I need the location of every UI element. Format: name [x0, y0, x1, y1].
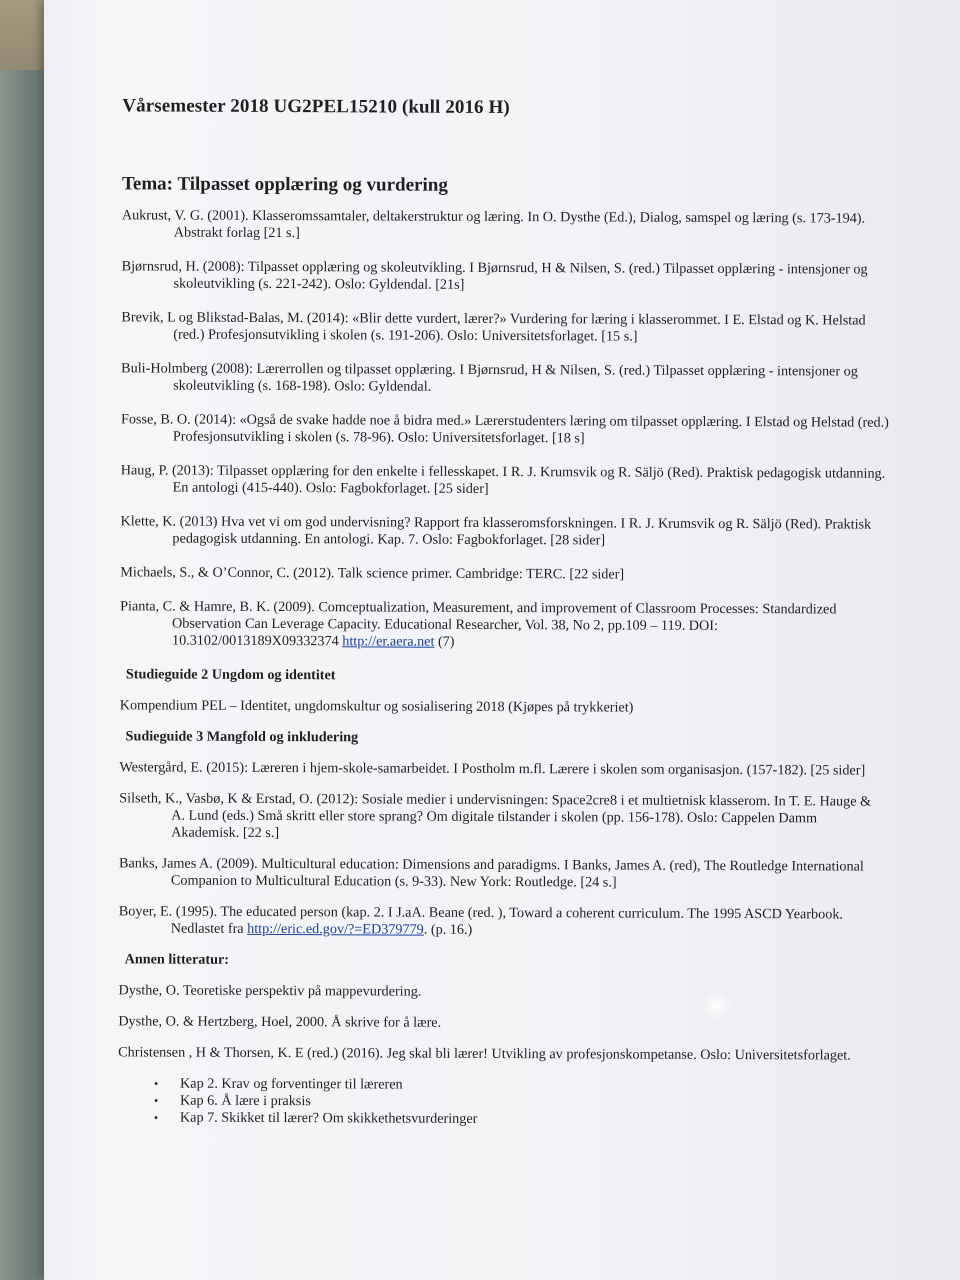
reference-boyer-text: Boyer, E. (1995). The educated person (kap. 2. I J.aA. Beane (red. ), Toward a coherent curriculum. The 1995 ASCD Yearbook. Nedlastet fra [118, 903, 844, 937]
chapter-label: Kap 2. Krav og forventinger til læreren [180, 1075, 403, 1093]
aera-link[interactable]: http://er.aera.net [342, 633, 435, 650]
reference-buli-holmberg: Buli-Holmberg (2008): Lærerrollen og tilpasset opplæring. I Bjørnsrud, H & Nilsen, S. (red.) Tilpasset opplæring - intensjoner og skoleutvikling (s. 168-198). Oslo: Gyldendal. [121, 360, 858, 395]
paper-crease-mark [702, 991, 732, 1021]
reading-list [118, 207, 890, 1129]
chapter-label: Kap 7. Skikket til lærer? Om skikkethetsvurderinger [179, 1109, 478, 1127]
reference-michaels: Michaels, S., & O’Connor, C. (2012). Talk science primer. Cambridge: TERC. [22 sider] [120, 564, 625, 583]
page-title: Vårsemester 2018 UG2PEL15210 (kull 2016 H) [122, 95, 510, 119]
reference-silseth: Silseth, K., Vasbø, K & Erstad, O. (2012): Sosiale medier i undervisningen: Space2cre8 i et multietnisk klasserom. In T. E. Hauge & A. Lund (eds.) Små skritt eller store sprang? Om digitale tilstander i skolen (pp. 156-178). Oslo: Cappelen Damm Akademisk. [22 s.] [119, 790, 872, 842]
reference-brevik: Brevik, L og Blikstad-Balas, M. (2014): «Blir dette vurdert, lærer?» Vurdering for læring i klasserommet. I E. Elstad og K. Helstad (red.) Profesjonsutvikling i skolen (s. 191-206). Oslo: Universitetsforlaget. [15 s.] [121, 309, 866, 345]
reference-boyer-suffix: . (p. 16.) [423, 921, 473, 938]
theme-heading: Tema: Tilpasset opplæring og vurdering [121, 173, 448, 196]
reference-aukrust: Aukrust, V. G. (2001). Klasseromssamtaler, deltakerstruktur og læring. In O. Dysthe (Ed.), Dialog, samspel og læring (s. 173-194). Abstrakt forlag [21 s.] [121, 207, 866, 242]
bullet-icon: • [153, 1093, 159, 1108]
reference-pianta [120, 598, 888, 652]
paper-sheet [44, 0, 960, 1280]
reference-boyer [119, 903, 887, 940]
section-heading-annen-litteratur: Annen litteratur: [124, 951, 230, 968]
section-heading-studieguide-3: Sudieguide 3 Mangfold og inkludering [125, 728, 359, 746]
chapter-label: Kap 6. Å lære i praksis [179, 1092, 311, 1110]
reference-pianta-suffix: (7) [434, 633, 455, 650]
bullet-icon: • [154, 1076, 159, 1091]
list-item [154, 1109, 886, 1129]
sheet-content [41, 0, 960, 1280]
bullet-icon: • [153, 1110, 159, 1125]
reference-westergard: Westergård, E. (2015): Læreren i hjem-skole-samarbeidet. I Postholm m.fl. Lærere i skolen som organisasjon. (157-182). [25 sider] [119, 759, 866, 779]
reference-bjornsrud: Bjørnsrud, H. (2008): Tilpasset opplæring og skoleutvikling. I Bjørnsrud, H & Nilsen, S. (red.) Tilpasset opplæring - intensjoner og skoleutvikling (s. 221-242). Oslo: Gyldendal. [21s] [121, 258, 868, 293]
reference-klette: Klette, K. (2013) Hva vet vi om god undervisning? Rapport fra klasseromsforskningen. I R. J. Krumsvik og R. Säljö (Red). Praktisk pedagogisk utdanning. En antologi. Kap. 7. Oslo: Fagbokforlaget. [28 sider] [120, 513, 872, 549]
reference-banks: Banks, James A. (2009). Multicultural education: Dimensions and paradigms. I Banks, James A. (red), The Routledge International Companion to Multicultural Education (s. 9-33). New York: Routledge. [24 s.] [118, 855, 864, 891]
reference-haug: Haug, P. (2013): Tilpasset opplæring for den enkelte i fellesskapet. I R. J. Krumsvik og R. Säljö (Red). Praktisk pedagogisk utdanning. En antologi (415-440). Oslo: Fagbokforlaget. [25 sider] [120, 462, 886, 497]
reference-christensen: Christensen , H & Thorsen, K. E (red.) (2016). Jeg skal bli lærer! Utvikling av profesjonskompetanse. Oslo: Universitetsforlaget. [118, 1044, 851, 1064]
reference-pianta-text: Pianta, C. & Hamre, B. K. (2009). Comceptualization, Measurement, and improvement of Classroom Processes: Standardized Observation Can Leverage Capacity. Educational Researcher, Vol. 38, No 2, pp.109 – 119. DOI: 10.3102/0013189X09332374 [120, 598, 837, 650]
kompendium-item: Kompendium PEL – Identitet, ungdomskultur og sosialisering 2018 (Kjøpes på trykkeriet) [119, 697, 634, 716]
chapter-list [154, 1075, 886, 1129]
section-heading-studieguide-2: Studieguide 2 Ungdom og identitet [125, 666, 336, 684]
reference-dysthe-mappevurdering: Dysthe, O. Teoretiske perspektiv på mappevurdering. [118, 982, 422, 1000]
reference-fosse: Fosse, B. O. (2014): «Også de svake hadde noe å bidra med.» Lærerstudenters læring om tilpasset opplæring. I Elstad og Helstad (red.) Profesjonsutvikling i skolen (s. 78-96). Oslo: Universitetsforlaget. [18 s] [120, 411, 889, 447]
eric-link[interactable]: http://eric.ed.gov/?=ED379779 [247, 920, 424, 938]
reference-dysthe-hertzberg: Dysthe, O. & Hertzberg, Hoel, 2000. Å skrive for å lære. [118, 1013, 442, 1031]
